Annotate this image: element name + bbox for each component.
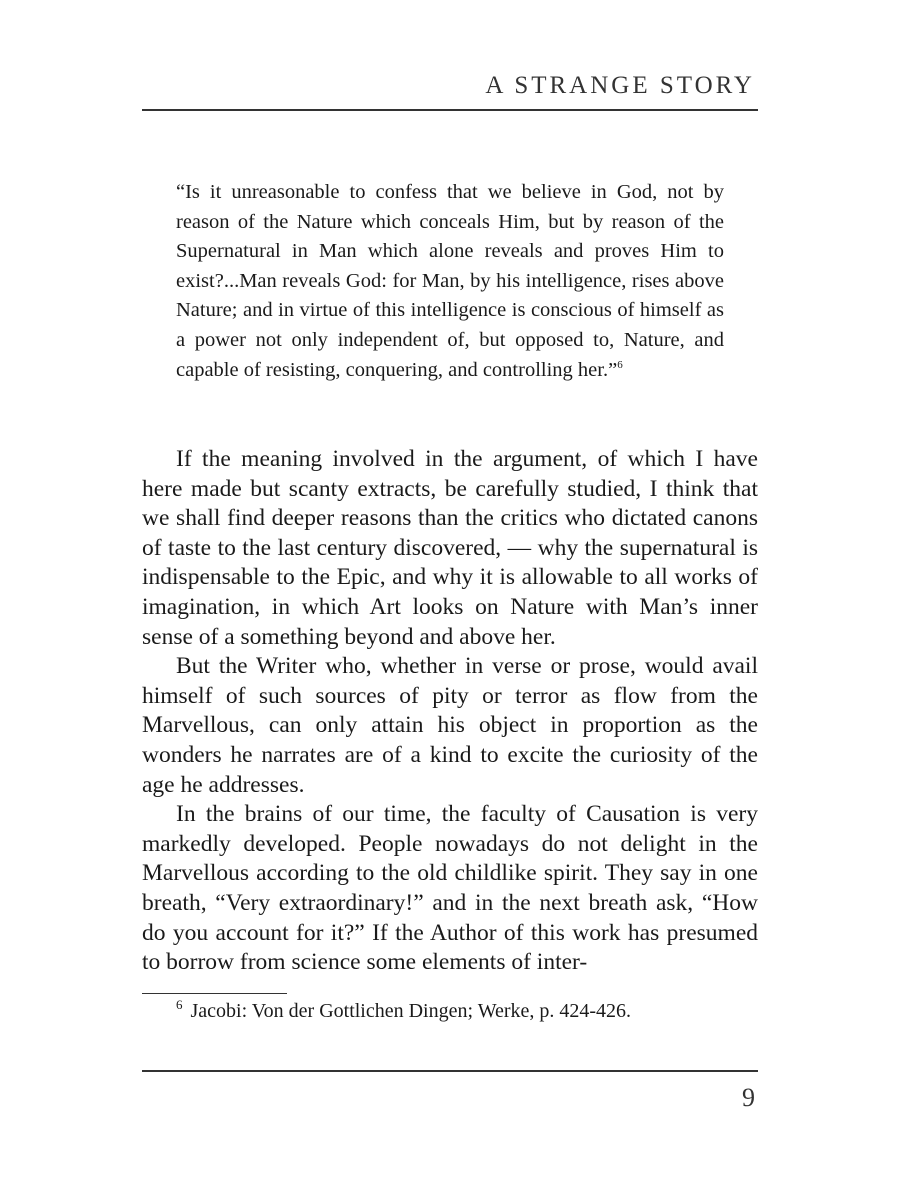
block-quote [176, 178, 724, 385]
paragraph: If the meaning involved in the argument, of which I have here made but scanty extracts, be carefully studied, I think that we shall find deeper reasons than the critics who dictated canons of taste to the last century discovered, — why the supernatural is indispensable to the Epic, and why it is allowable to all works of imagination, in which Art looks on Nature with Man’s inner sense of a something beyond and above her. [142, 446, 758, 650]
quote-footnote-ref: 6 [617, 358, 623, 371]
footnote-number: 6 [176, 997, 183, 1013]
footnote [176, 998, 631, 1024]
running-header: A STRANGE STORY [485, 72, 755, 99]
page-number: 9 [742, 1083, 755, 1112]
quote-text: “Is it unreasonable to confess that we believe in God, not by reason of the Nature which conceals Him, but by reason of the Supernatural in Man which alone reveals and proves Him to exist?...Man reveals God: for Man, by his intelligence, rises above Nature; and in virtue of this intelligence is conscious of himself as a power not only independent of, but opposed to, Nature, and capable of resisting, conquering, and controlling her.” [176, 181, 724, 381]
footer-rule [142, 1070, 758, 1072]
header-rule [142, 109, 758, 111]
paragraph: But the Writer who, whether in verse or prose, would avail himself of such sources of pity or terror as flow from the Marvellous, can only attain his object in proportion as the wonders he narrates are of a kind to excite the curiosity of the age he addresses. [142, 653, 758, 798]
body-text [142, 445, 758, 978]
footnote-text: Jacobi: Von der Gottlichen Dingen; Werke, p. 424-426. [190, 1000, 632, 1022]
paragraph: In the brains of our time, the faculty of Causation is very markedly developed. People nowadays do not delight in the Marvellous according to the old childlike spirit. They say in one breath, “Very extraordinary!” and in the next breath ask, “How do you account for it?” If the Author of this work has presumed to borrow from science some elements of inter- [142, 801, 758, 976]
footnote-rule [142, 993, 287, 994]
